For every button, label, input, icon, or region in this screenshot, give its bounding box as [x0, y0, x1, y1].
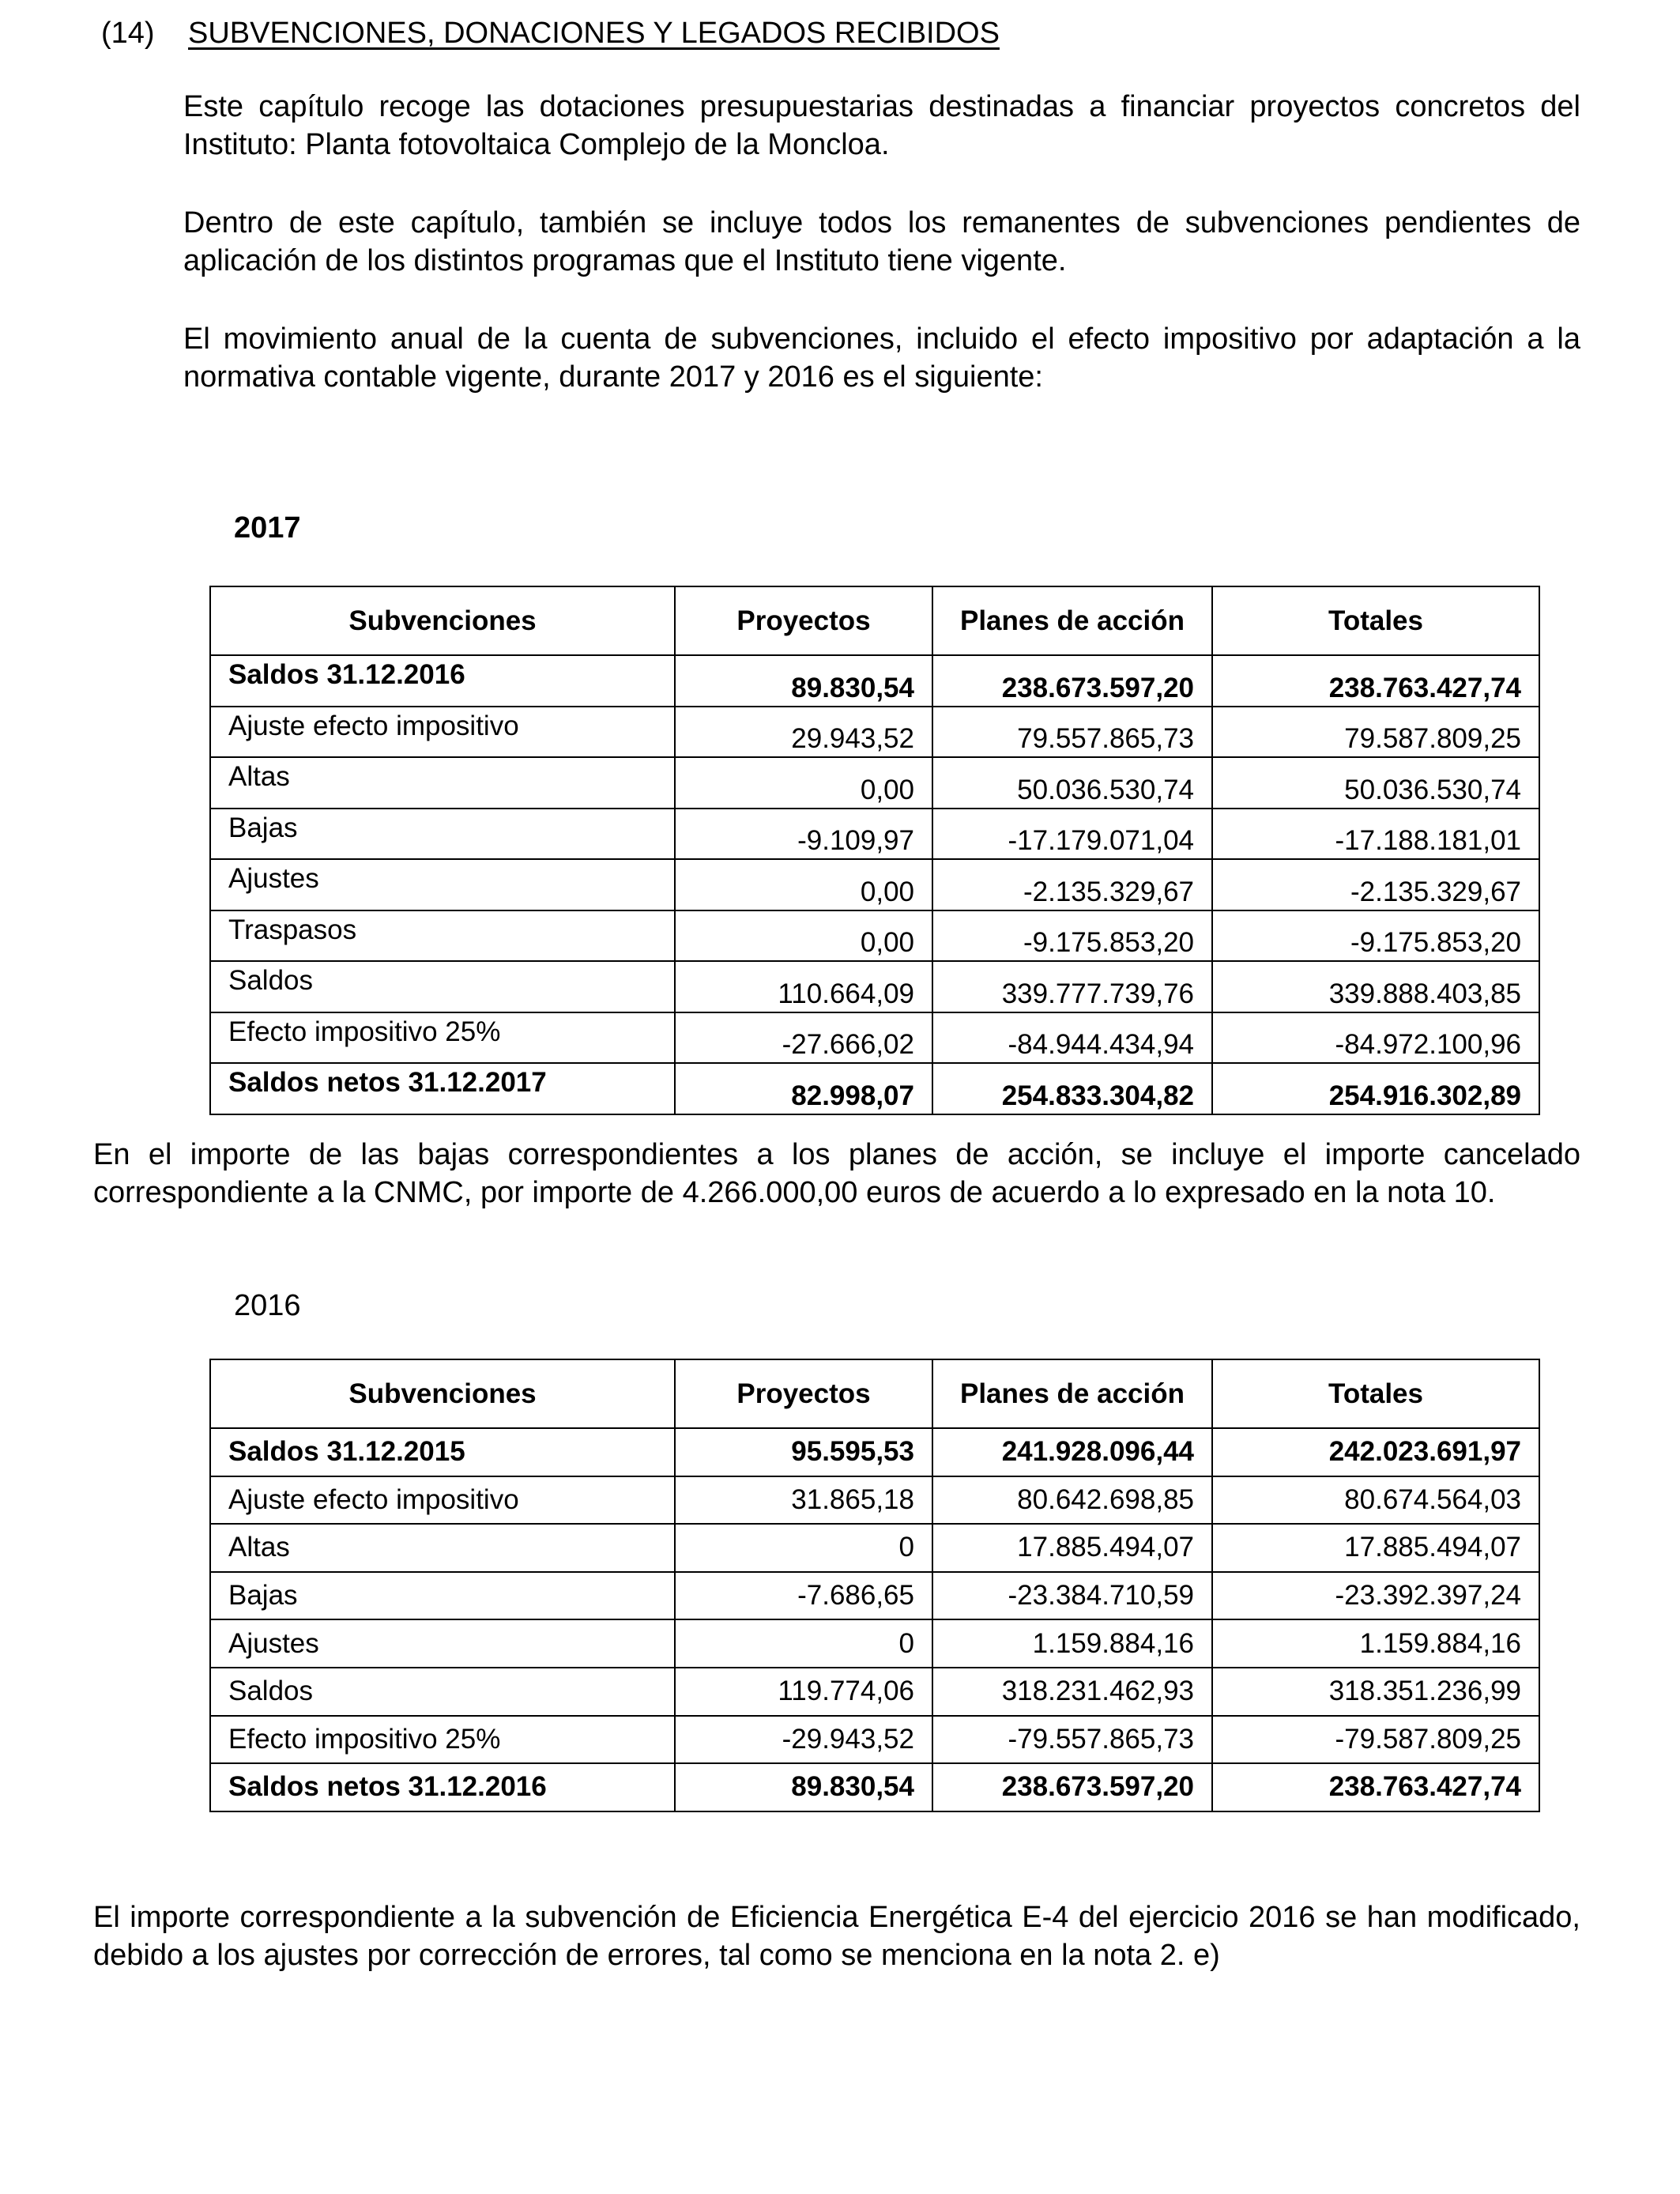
row-label: Efecto impositivo 25%: [210, 1012, 675, 1064]
row-label: Saldos netos 31.12.2016: [210, 1763, 675, 1811]
header-proyectos: Proyectos: [675, 586, 932, 655]
cell-proyectos: 110.664,09: [675, 961, 932, 1012]
table-header-row: [210, 586, 1539, 655]
table-row: [210, 1572, 1539, 1620]
row-label: Ajustes: [210, 859, 675, 910]
cell-planes: -84.944.434,94: [932, 1012, 1212, 1064]
cell-totales: 339.888.403,85: [1212, 961, 1539, 1012]
header-proyectos: Proyectos: [675, 1359, 932, 1428]
cell-totales: 242.023.691,97: [1212, 1428, 1539, 1476]
row-label: Ajuste efecto impositivo: [210, 1476, 675, 1525]
table-2017-body: [210, 655, 1539, 1114]
row-label: Ajustes: [210, 1619, 675, 1668]
cell-totales: -9.175.853,20: [1212, 910, 1539, 962]
cell-planes: 50.036.530,74: [932, 757, 1212, 809]
header-totales: Totales: [1212, 586, 1539, 655]
table-row: [210, 961, 1539, 1012]
table-2017: [209, 586, 1540, 1115]
table-row: [210, 707, 1539, 758]
cell-planes: 80.642.698,85: [932, 1476, 1212, 1525]
cell-totales: 238.763.427,74: [1212, 655, 1539, 707]
cell-planes: 241.928.096,44: [932, 1428, 1212, 1476]
cell-proyectos: 0,00: [675, 910, 932, 962]
table-2016: [209, 1359, 1540, 1812]
cell-proyectos: 95.595,53: [675, 1428, 932, 1476]
cell-planes: 17.885.494,07: [932, 1524, 1212, 1572]
cell-proyectos: 0,00: [675, 757, 932, 809]
table-row: [210, 1428, 1539, 1476]
cell-totales: 254.916.302,89: [1212, 1063, 1539, 1114]
cell-totales: 318.351.236,99: [1212, 1668, 1539, 1716]
cell-proyectos: -27.666,02: [675, 1012, 932, 1064]
cell-planes: 318.231.462,93: [932, 1668, 1212, 1716]
cell-totales: 50.036.530,74: [1212, 757, 1539, 809]
row-label: Saldos 31.12.2015: [210, 1428, 675, 1476]
table-header-row: [210, 1359, 1539, 1428]
cell-proyectos: 89.830,54: [675, 655, 932, 707]
row-label: Bajas: [210, 809, 675, 860]
paragraph-nota-final: El importe correspondiente a la subvención de Eficiencia Energética E-4 del ejercicio 2016 se han modificado, debido a los ajustes por corrección de errores, tal como se menciona en la nota 2. e): [93, 1901, 1580, 1972]
cell-totales: -17.188.181,01: [1212, 809, 1539, 860]
cell-proyectos: 0,00: [675, 859, 932, 910]
year-label-2017: 2017: [234, 511, 301, 545]
table-row: [210, 757, 1539, 809]
table-row: [210, 1619, 1539, 1668]
table-row: [210, 1716, 1539, 1764]
cell-proyectos: -7.686,65: [675, 1572, 932, 1620]
cell-totales: 80.674.564,03: [1212, 1476, 1539, 1525]
cell-proyectos: 31.865,18: [675, 1476, 932, 1525]
cell-proyectos: -9.109,97: [675, 809, 932, 860]
table-row: [210, 910, 1539, 962]
cell-totales: 238.763.427,74: [1212, 1763, 1539, 1811]
section-heading: [101, 13, 1000, 54]
cell-planes: 238.673.597,20: [932, 655, 1212, 707]
row-label: Saldos: [210, 1668, 675, 1716]
cell-planes: 339.777.739,76: [932, 961, 1212, 1012]
cell-planes: 238.673.597,20: [932, 1763, 1212, 1811]
table-row: [210, 655, 1539, 707]
section-title: SUBVENCIONES, DONACIONES Y LEGADOS RECIBIDOS: [188, 17, 1000, 50]
cell-totales: -2.135.329,67: [1212, 859, 1539, 910]
cell-totales: 17.885.494,07: [1212, 1524, 1539, 1572]
cell-proyectos: 119.774,06: [675, 1668, 932, 1716]
cell-proyectos: 0: [675, 1524, 932, 1572]
table-row: [210, 1763, 1539, 1811]
cell-totales: -23.392.397,24: [1212, 1572, 1539, 1620]
table-row: [210, 809, 1539, 860]
row-label: Traspasos: [210, 910, 675, 962]
row-label: Saldos netos 31.12.2017: [210, 1063, 675, 1114]
row-label: Altas: [210, 1524, 675, 1572]
cell-totales: -84.972.100,96: [1212, 1012, 1539, 1064]
header-subvenciones: Subvenciones: [210, 1359, 675, 1428]
paragraph-remanentes: Dentro de este capítulo, también se incluye todos los remanentes de subvenciones pendientes de aplicación de los distintos programas que el Instituto tiene vigente.: [183, 206, 1580, 277]
year-label-2016: 2016: [234, 1289, 301, 1322]
paragraph-movimiento: El movimiento anual de la cuenta de subvenciones, incluido el efecto impositivo por adaptación a la normativa contable vigente, durante 2017 y 2016 es el siguiente:: [183, 322, 1580, 394]
cell-proyectos: 82.998,07: [675, 1063, 932, 1114]
header-planes: Planes de acción: [932, 1359, 1212, 1428]
table-2016-body: [210, 1428, 1539, 1811]
cell-planes: -2.135.329,67: [932, 859, 1212, 910]
table-row: [210, 1476, 1539, 1525]
cell-totales: 79.587.809,25: [1212, 707, 1539, 758]
cell-planes: -9.175.853,20: [932, 910, 1212, 962]
cell-planes: -23.384.710,59: [932, 1572, 1212, 1620]
cell-planes: 79.557.865,73: [932, 707, 1212, 758]
table-row: [210, 1524, 1539, 1572]
header-planes: Planes de acción: [932, 586, 1212, 655]
cell-proyectos: 29.943,52: [675, 707, 932, 758]
table-row: [210, 1668, 1539, 1716]
cell-proyectos: 89.830,54: [675, 1763, 932, 1811]
cell-totales: 1.159.884,16: [1212, 1619, 1539, 1668]
cell-planes: -79.557.865,73: [932, 1716, 1212, 1764]
header-subvenciones: Subvenciones: [210, 586, 675, 655]
cell-planes: -17.179.071,04: [932, 809, 1212, 860]
row-label: Bajas: [210, 1572, 675, 1620]
paragraph-intro: Este capítulo recoge las dotaciones presupuestarias destinadas a financiar proyectos concretos del Instituto: Planta fotovoltaica Complejo de la Moncloa.: [183, 90, 1580, 161]
cell-totales: -79.587.809,25: [1212, 1716, 1539, 1764]
row-label: Saldos 31.12.2016: [210, 655, 675, 707]
table-row: [210, 1063, 1539, 1114]
paragraph-nota-bajas: En el importe de las bajas correspondientes a los planes de acción, se incluye el importe cancelado correspondiente a la CNMC, por importe de 4.266.000,00 euros de acuerdo a lo expresado en la nota 10.: [93, 1138, 1580, 1209]
cell-proyectos: 0: [675, 1619, 932, 1668]
row-label: Ajuste efecto impositivo: [210, 707, 675, 758]
table-row: [210, 859, 1539, 910]
cell-planes: 254.833.304,82: [932, 1063, 1212, 1114]
section-number: (14): [101, 17, 155, 50]
table-row: [210, 1012, 1539, 1064]
row-label: Saldos: [210, 961, 675, 1012]
cell-proyectos: -29.943,52: [675, 1716, 932, 1764]
header-totales: Totales: [1212, 1359, 1539, 1428]
cell-planes: 1.159.884,16: [932, 1619, 1212, 1668]
row-label: Efecto impositivo 25%: [210, 1716, 675, 1764]
row-label: Altas: [210, 757, 675, 809]
